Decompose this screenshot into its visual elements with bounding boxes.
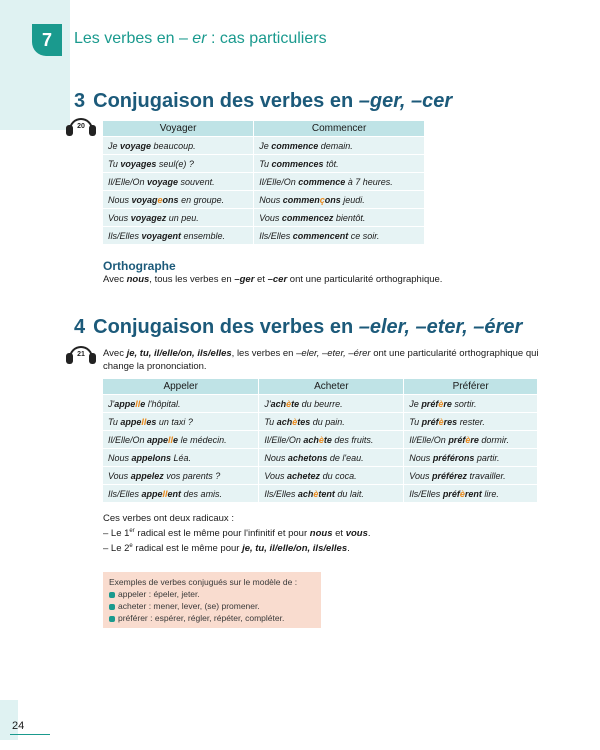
conjugation-cell: Tu achètes du pain.: [259, 413, 404, 431]
conjugation-cell: J'appelle l'hôpital.: [103, 395, 259, 413]
bullet-icon: [109, 592, 115, 598]
radicaux-explanation: [103, 512, 371, 555]
audio-track-21[interactable]: 21: [66, 346, 96, 364]
table-voyager-commencer: [103, 121, 425, 244]
conjugation-cell: Tu préfères rester.: [404, 413, 538, 431]
page-number-rule: [10, 734, 50, 735]
conjugation-cell: Il/Elle/On préfère dormir.: [404, 431, 538, 449]
table-row: [103, 209, 425, 227]
conjugation-cell: Vous achetez du coca.: [259, 467, 404, 485]
conjugation-cell: Ils/Elles préfèrent lire.: [404, 485, 538, 503]
radical-2: – Le 2e radical est le même pour je, tu, il/elle/on, ils/elles.: [103, 543, 350, 555]
example-item: préférer : espérer, régler, répéter, compléter.: [109, 612, 315, 624]
conjugation-cell: Tu voyages seul(e) ?: [103, 155, 254, 173]
table-appeler-acheter-preferer: [103, 379, 538, 502]
section-4-title: 4 Conjugaison des verbes en –eler, –eter, –érer: [74, 316, 523, 338]
chapter-number-badge: 7: [32, 24, 62, 56]
conjugation-cell: Vous appelez vos parents ?: [103, 467, 259, 485]
example-item: appeler : épeler, jeter.: [109, 588, 315, 600]
column-header: Préférer: [404, 379, 538, 395]
conjugation-cell: Ils/Elles appellent des amis.: [103, 485, 259, 503]
table-row: [103, 137, 425, 155]
page-number: 24: [12, 720, 25, 732]
bullet-icon: [109, 604, 115, 610]
conjugation-cell: Il/Elle/On voyage souvent.: [103, 173, 254, 191]
conjugation-cell: Nous appelons Léa.: [103, 449, 259, 467]
column-header: Commencer: [254, 121, 425, 137]
section-3-title: 3 Conjugaison des verbes en –ger, –cer: [74, 90, 453, 112]
conjugation-cell: Il/Elle/On achète des fruits.: [259, 431, 404, 449]
conjugation-cell: Nous préférons partir.: [404, 449, 538, 467]
table-row: [103, 413, 538, 431]
conjugation-cell: Il/Elle/On commence à 7 heures.: [254, 173, 425, 191]
conjugation-cell: Vous voyagez un peu.: [103, 209, 254, 227]
column-header: Acheter: [259, 379, 404, 395]
conjugation-cell: Vous commencez bientôt.: [254, 209, 425, 227]
table-row: [103, 173, 425, 191]
audio-track-20[interactable]: 20: [66, 118, 96, 136]
orthographe-text: Avec nous, tous les verbes en –ger et –cer ont une particularité orthographique.: [103, 274, 443, 285]
orthographe-heading: Orthographe: [103, 259, 176, 273]
conjugation-cell: Je préfère sortir.: [404, 395, 538, 413]
examples-note-box: [103, 572, 321, 628]
conjugation-cell: J'achète du beurre.: [259, 395, 404, 413]
corner-decoration: [0, 0, 70, 130]
table-row: [103, 155, 425, 173]
radicaux-intro: Ces verbes ont deux radicaux :: [103, 513, 234, 524]
conjugation-cell: Il/Elle/On appelle le médecin.: [103, 431, 259, 449]
examples-heading: Exemples de verbes conjugués sur le modèle de :: [109, 577, 298, 587]
example-item: acheter : mener, lever, (se) promener.: [109, 600, 315, 612]
conjugation-cell: Ils/Elles achètent du lait.: [259, 485, 404, 503]
radical-1: – Le 1er radical est le même pour l'infinitif et pour nous et vous.: [103, 528, 371, 540]
table-row: [103, 485, 538, 503]
conjugation-cell: Tu appelles un taxi ?: [103, 413, 259, 431]
conjugation-cell: Ils/Elles commencent ce soir.: [254, 227, 425, 245]
chapter-title: Les verbes en – er : cas particuliers: [74, 30, 327, 47]
table-row: [103, 191, 425, 209]
conjugation-cell: Nous commençons jeudi.: [254, 191, 425, 209]
section-4-intro: Avec je, tu, il/elle/on, ils/elles, les verbes en –eler, –eter, –érer ont une particularité orthographique qui change la prononciation.: [103, 348, 539, 372]
conjugation-cell: Nous achetons de l'eau.: [259, 449, 404, 467]
column-header: Voyager: [103, 121, 254, 137]
conjugation-cell: Je commence demain.: [254, 137, 425, 155]
table-row: [103, 431, 538, 449]
conjugation-cell: Je voyage beaucoup.: [103, 137, 254, 155]
table-row: [103, 395, 538, 413]
conjugation-cell: Nous voyageons en groupe.: [103, 191, 254, 209]
conjugation-cell: Vous préférez travailler.: [404, 467, 538, 485]
column-header: Appeler: [103, 379, 259, 395]
conjugation-cell: Ils/Elles voyagent ensemble.: [103, 227, 254, 245]
bullet-icon: [109, 616, 115, 622]
table-row: [103, 449, 538, 467]
conjugation-cell: Tu commences tôt.: [254, 155, 425, 173]
table-row: [103, 467, 538, 485]
table-row: [103, 227, 425, 245]
